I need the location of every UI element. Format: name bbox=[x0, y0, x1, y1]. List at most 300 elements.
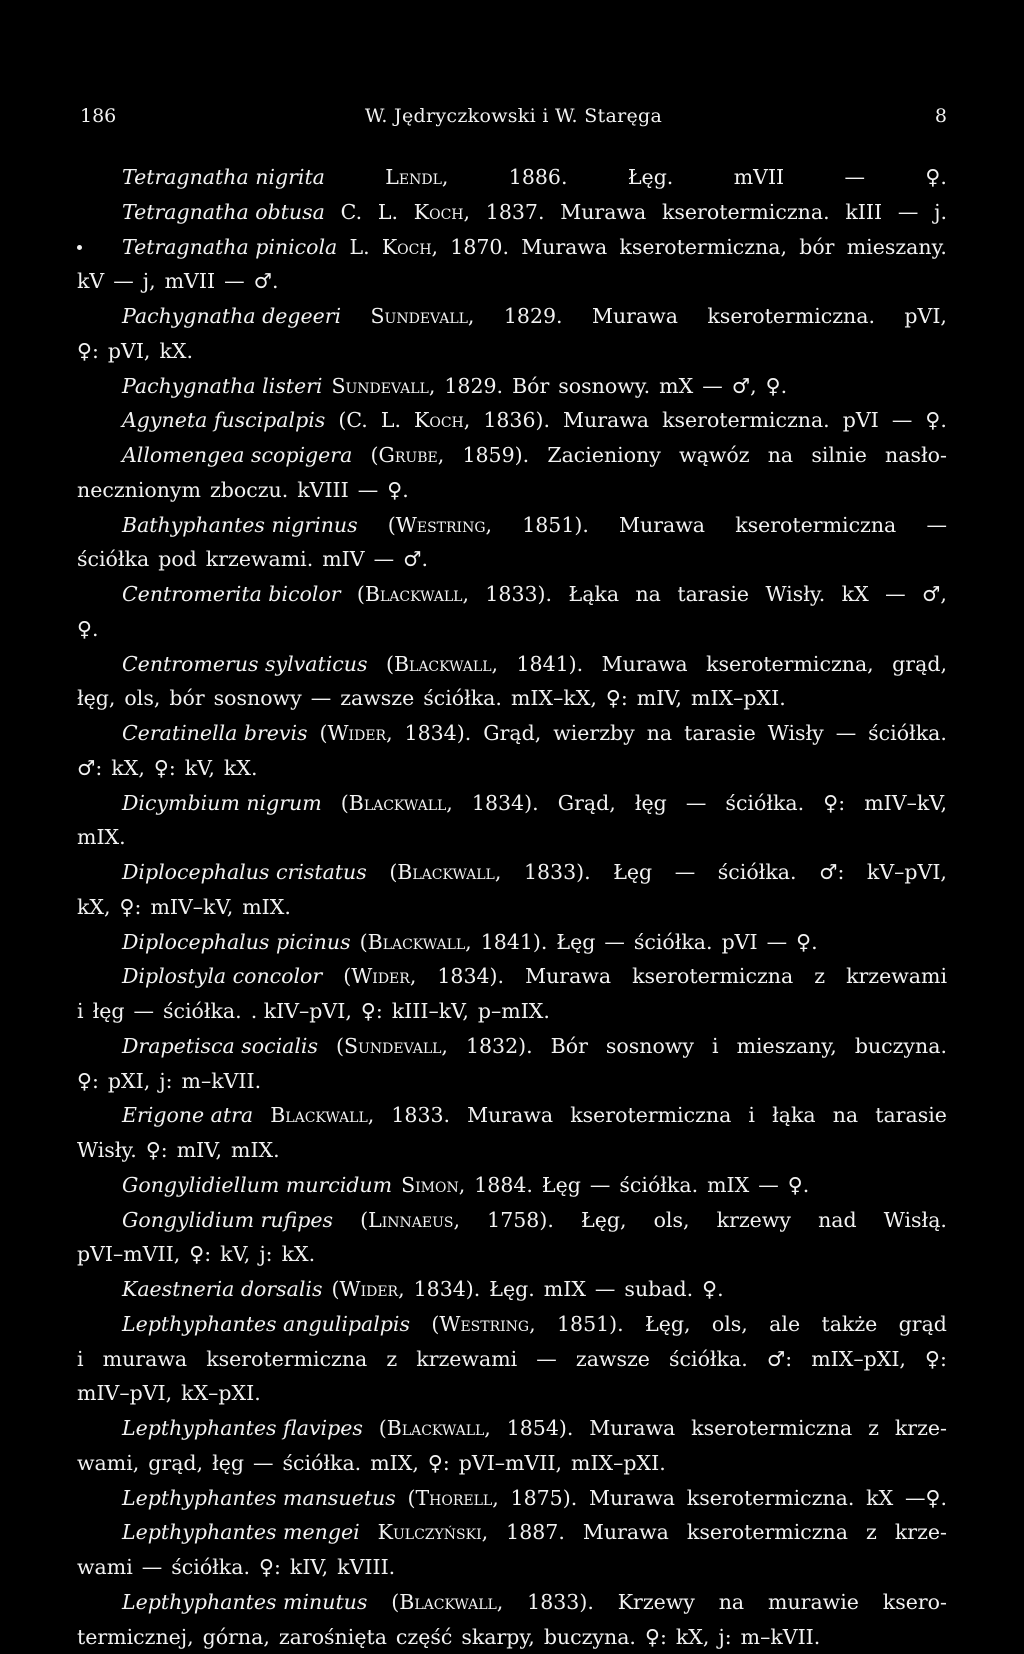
text-line bbox=[77, 230, 947, 265]
text-segment: Łęg bbox=[556, 925, 595, 960]
text-segment: mIX–pXI, bbox=[811, 1342, 906, 1377]
text-segment: C. bbox=[341, 195, 362, 230]
text-segment: kserotermiczna bbox=[570, 1098, 731, 1133]
text-segment: ♀. bbox=[796, 925, 818, 960]
text-segment: — bbox=[836, 716, 857, 751]
text-line bbox=[77, 1411, 947, 1446]
text-segment: — bbox=[253, 1446, 274, 1481]
author-name: (Blackwall, bbox=[391, 1585, 503, 1620]
author-name: Sundevall, bbox=[371, 299, 475, 334]
text-segment: pVI, bbox=[904, 299, 947, 334]
text-segment: mieszany, bbox=[737, 1029, 837, 1064]
text-line bbox=[77, 855, 947, 890]
text-segment: i bbox=[77, 1342, 84, 1377]
text-line bbox=[77, 334, 947, 369]
text-segment: kX. bbox=[224, 751, 258, 786]
text-segment: wierzby bbox=[553, 716, 635, 751]
text-segment: kserotermiczna bbox=[206, 1342, 367, 1377]
text-segment: L. bbox=[349, 230, 369, 265]
text-segment: buczyna. bbox=[544, 1620, 636, 1654]
text-line bbox=[77, 1203, 947, 1238]
text-segment: mIV bbox=[322, 542, 364, 577]
text-segment: pod bbox=[158, 542, 197, 577]
text-segment: — bbox=[675, 855, 696, 890]
text-segment: — bbox=[845, 160, 866, 195]
text-segment: kV–pVI, bbox=[867, 855, 947, 890]
text-segment: ols, bbox=[654, 1203, 690, 1238]
text-segment: mIV–pVI, bbox=[77, 1376, 172, 1411]
text-segment: kIII–kV, bbox=[392, 994, 469, 1029]
text-segment: ściółka. bbox=[725, 786, 804, 821]
text-segment: ściółka. bbox=[868, 716, 947, 751]
text-segment: — bbox=[767, 925, 788, 960]
text-segment: L. bbox=[378, 195, 398, 230]
text-segment: pVI bbox=[722, 925, 758, 960]
text-segment: 1875). bbox=[511, 1481, 578, 1516]
text-segment: m–kVII. bbox=[182, 1064, 262, 1099]
text-segment: ♀: bbox=[120, 890, 142, 925]
text-segment: j. bbox=[934, 195, 947, 230]
text-segment: bór bbox=[799, 230, 834, 265]
text-segment: 1841). bbox=[481, 925, 548, 960]
text-segment: tarasie bbox=[684, 716, 756, 751]
text-segment: krze- bbox=[895, 1515, 947, 1550]
text-line bbox=[77, 160, 947, 195]
text-segment: ♂. bbox=[403, 542, 428, 577]
text-segment: mIV, bbox=[637, 681, 682, 716]
text-segment: — bbox=[604, 925, 625, 960]
text-line bbox=[77, 959, 947, 994]
text-segment: ♂: bbox=[77, 751, 102, 786]
text-segment: krzewami bbox=[416, 1342, 517, 1377]
text-segment: kIV, bbox=[290, 1550, 328, 1585]
text-segment: ♀. bbox=[702, 1272, 724, 1307]
text-segment: mIX bbox=[707, 1168, 749, 1203]
author-name: Simon, bbox=[401, 1168, 465, 1203]
text-segment: ♂, bbox=[922, 577, 947, 612]
text-segment: necznionym bbox=[77, 473, 201, 508]
species-name: Pachygnatha degeeri bbox=[122, 299, 341, 334]
text-segment: — bbox=[590, 1168, 611, 1203]
text-segment: ściółka bbox=[77, 542, 149, 577]
text-line bbox=[77, 994, 947, 1029]
text-segment: kserotermiczna bbox=[632, 959, 793, 994]
text-segment: ale bbox=[769, 1307, 800, 1342]
text-segment: 1836). bbox=[483, 403, 550, 438]
text-segment: buczyna. bbox=[855, 1029, 947, 1064]
species-name: Drapetisca socialis bbox=[122, 1029, 318, 1064]
text-segment: kserotermiczna bbox=[735, 508, 896, 543]
text-segment: kVIII bbox=[297, 473, 349, 508]
text-segment: ♂: bbox=[819, 855, 844, 890]
species-name: Tetragnatha nigrita bbox=[122, 160, 325, 195]
text-segment: pVI–mVII, bbox=[459, 1446, 562, 1481]
text-segment: — bbox=[374, 542, 395, 577]
text-segment: Murawa bbox=[583, 1515, 669, 1550]
text-segment: ♀: bbox=[189, 1237, 211, 1272]
text-segment: Łęg bbox=[542, 1168, 581, 1203]
text-line bbox=[77, 681, 947, 716]
text-segment: kX, bbox=[111, 751, 145, 786]
text-segment: Wisły. bbox=[765, 577, 825, 612]
text-segment: — bbox=[686, 786, 707, 821]
text-segment: na bbox=[635, 577, 660, 612]
text-segment: i bbox=[748, 1098, 755, 1133]
text-segment: kserotermiczna bbox=[687, 1515, 848, 1550]
text-segment: ♀: bbox=[606, 681, 628, 716]
text-segment: p–mIX. bbox=[478, 994, 550, 1029]
text-segment: 1859). bbox=[462, 438, 529, 473]
text-segment: Łęg. bbox=[489, 1272, 534, 1307]
text-segment: wami, bbox=[77, 1446, 139, 1481]
text-line bbox=[77, 786, 947, 821]
text-segment: ♀: bbox=[259, 1550, 281, 1585]
text-segment: ♂, bbox=[732, 369, 757, 404]
author-name: (Blackwall, bbox=[357, 577, 469, 612]
text-segment: zawsze bbox=[576, 1342, 650, 1377]
text-line bbox=[77, 1376, 947, 1411]
text-segment: łęg, bbox=[77, 681, 115, 716]
text-segment: ols, bbox=[124, 681, 160, 716]
text-segment: łęg bbox=[93, 994, 125, 1029]
text-segment: ♀. bbox=[788, 1168, 810, 1203]
text-segment: nad bbox=[818, 1203, 857, 1238]
species-name: Lepthyphantes mansuetus bbox=[122, 1481, 396, 1516]
text-line bbox=[77, 1168, 947, 1203]
author-name: (Blackwall, bbox=[389, 855, 501, 890]
text-line bbox=[77, 542, 947, 577]
text-line bbox=[77, 195, 947, 230]
author-name: (Thorell, bbox=[408, 1481, 499, 1516]
text-segment: Wisłą. bbox=[884, 1203, 947, 1238]
text-segment: mIX–pXI. bbox=[571, 1446, 666, 1481]
text-segment: 1851). bbox=[522, 508, 589, 543]
text-segment: 1833). bbox=[524, 855, 591, 890]
text-segment: Grąd, bbox=[558, 786, 616, 821]
text-segment: kX bbox=[866, 1481, 893, 1516]
text-segment: sosnowy bbox=[214, 681, 302, 716]
text-line bbox=[77, 1515, 947, 1550]
text-segment: Krzewy bbox=[618, 1585, 695, 1620]
text-segment: kserotermiczna, bbox=[619, 230, 787, 265]
text-segment: górna, bbox=[203, 1620, 270, 1654]
text-segment: ściółka. bbox=[669, 1342, 748, 1377]
species-name: Gongylidiellum murcidum bbox=[122, 1168, 392, 1203]
text-segment: — bbox=[885, 577, 906, 612]
text-segment: ściółka. bbox=[163, 994, 242, 1029]
text-segment: ♀: bbox=[77, 334, 99, 369]
text-line bbox=[77, 925, 947, 960]
text-segment: ściółka. bbox=[282, 1446, 361, 1481]
text-segment: skarpy, bbox=[461, 1620, 534, 1654]
text-line bbox=[77, 1620, 947, 1654]
text-segment: grąd, bbox=[892, 647, 947, 682]
author-name: (Wider, bbox=[332, 1272, 405, 1307]
species-name: Lepthyphantes angulipalpis bbox=[122, 1307, 410, 1342]
text-segment: mieszany. bbox=[847, 230, 947, 265]
text-segment: ♀: bbox=[645, 1620, 667, 1654]
text-segment: kserotermiczna, bbox=[706, 647, 874, 682]
species-name: Diplocephalus picinus bbox=[122, 925, 351, 960]
text-segment: — bbox=[142, 1550, 163, 1585]
author-name: (Blackwall, bbox=[386, 647, 498, 682]
text-segment: — bbox=[133, 994, 154, 1029]
text-segment: ♀: bbox=[823, 786, 845, 821]
text-segment: mIX bbox=[544, 1272, 586, 1307]
text-segment: i bbox=[77, 994, 84, 1029]
text-segment: zarośnięta bbox=[279, 1620, 387, 1654]
author-name: (Wider, bbox=[343, 959, 416, 994]
text-segment: ♀. bbox=[766, 369, 788, 404]
text-segment: (C. bbox=[338, 403, 367, 438]
text-segment: Murawa bbox=[592, 299, 678, 334]
text-line bbox=[77, 612, 947, 647]
text-segment: ♂: bbox=[767, 1342, 792, 1377]
text-segment: 1834). bbox=[472, 786, 539, 821]
text-segment: ♀: bbox=[925, 1342, 947, 1377]
text-segment: 1834). bbox=[405, 716, 472, 751]
text-segment: 1837. bbox=[486, 195, 545, 230]
text-segment: —♀. bbox=[905, 1481, 947, 1516]
species-name: Ceratinella brevis bbox=[122, 716, 308, 751]
text-segment: ♀: bbox=[428, 1446, 450, 1481]
text-segment: ♀: bbox=[77, 1064, 99, 1099]
text-line bbox=[77, 820, 947, 855]
text-segment: część bbox=[396, 1620, 452, 1654]
text-segment: 1884. bbox=[474, 1168, 533, 1203]
text-line bbox=[77, 1098, 947, 1133]
text-segment: mVII bbox=[165, 264, 215, 299]
text-line bbox=[77, 1307, 947, 1342]
text-segment: termicznej, bbox=[77, 1620, 194, 1654]
text-line bbox=[77, 1064, 947, 1099]
running-head bbox=[80, 102, 947, 130]
text-segment: subad. bbox=[624, 1272, 693, 1307]
text-segment: pXI, bbox=[108, 1064, 150, 1099]
text-line bbox=[77, 1272, 947, 1307]
text-segment: Bór bbox=[551, 1029, 588, 1064]
text-segment: — bbox=[702, 369, 723, 404]
text-segment: Murawa bbox=[602, 647, 688, 682]
text-segment: łęg bbox=[212, 1446, 244, 1481]
text-segment: — bbox=[595, 1272, 616, 1307]
species-name: Agyneta fuscipalpis bbox=[122, 403, 325, 438]
text-line bbox=[77, 1585, 947, 1620]
author-name: (Linnaeus, bbox=[360, 1203, 460, 1238]
text-segment: kserotermiczna bbox=[691, 1411, 852, 1446]
species-name: Diplostyla concolor bbox=[122, 959, 322, 994]
text-segment: z bbox=[814, 959, 825, 994]
text-segment: mIX, bbox=[370, 1446, 419, 1481]
author-name: (Blackwall, bbox=[360, 925, 472, 960]
text-segment: — bbox=[892, 403, 913, 438]
text-segment: na bbox=[768, 438, 793, 473]
species-name: Allomengea scopigera bbox=[122, 438, 352, 473]
running-head-authors: W. Jędryczkowski i W. Staręga bbox=[80, 102, 947, 130]
species-name: Dicymbium nigrum bbox=[122, 786, 322, 821]
text-segment: łęg bbox=[635, 786, 667, 821]
text-segment: i bbox=[712, 1029, 719, 1064]
text-segment: ściółka. bbox=[423, 681, 502, 716]
text-segment: mIV–kV, bbox=[150, 890, 233, 925]
text-segment: ♀. bbox=[925, 160, 947, 195]
species-name: Kaestneria dorsalis bbox=[122, 1272, 323, 1307]
text-segment: 1833). bbox=[527, 1585, 594, 1620]
text-segment: mIX–kX, bbox=[511, 681, 597, 716]
text-segment: z bbox=[868, 1411, 879, 1446]
text-line bbox=[77, 1029, 947, 1064]
text-segment: . kIV–pVI, bbox=[251, 994, 352, 1029]
text-segment: m–kVII. bbox=[741, 1620, 821, 1654]
author-name: (Westring, bbox=[388, 508, 492, 543]
text-segment: pVI, bbox=[108, 334, 151, 369]
text-line bbox=[77, 1133, 947, 1168]
text-segment: mIX–pXI. bbox=[691, 681, 786, 716]
text-line bbox=[77, 1446, 947, 1481]
text-segment: krzewami. bbox=[206, 542, 313, 577]
text-line bbox=[77, 1550, 947, 1585]
text-segment: Murawa bbox=[589, 1481, 675, 1516]
text-segment: wąwóz bbox=[679, 438, 749, 473]
text-segment: murawie bbox=[768, 1585, 859, 1620]
text-segment: j: bbox=[259, 1237, 272, 1272]
text-segment: — bbox=[224, 264, 245, 299]
text-segment: L. bbox=[381, 403, 401, 438]
text-segment: j: bbox=[159, 1064, 172, 1099]
text-line bbox=[77, 264, 947, 299]
text-segment: 1834). bbox=[437, 959, 504, 994]
text-segment: — bbox=[358, 473, 379, 508]
species-name: Lepthyphantes minutus bbox=[122, 1585, 367, 1620]
text-segment: ksero- bbox=[883, 1585, 947, 1620]
species-name: Gongylidium rufipes bbox=[122, 1203, 333, 1238]
text-segment: ściółka. bbox=[718, 855, 797, 890]
sheet-mark: 8 bbox=[935, 102, 947, 130]
species-name: Erigone atra bbox=[122, 1098, 253, 1133]
text-segment: kV, bbox=[220, 1237, 250, 1272]
author-name: Koch, bbox=[382, 230, 438, 265]
author-name: (Wider, bbox=[319, 716, 392, 751]
species-name: Diplocephalus cristatus bbox=[122, 855, 367, 890]
text-segment: krzewy bbox=[717, 1203, 791, 1238]
text-segment: Murawa bbox=[563, 403, 649, 438]
text-segment: Murawa bbox=[525, 959, 611, 994]
text-segment: — bbox=[898, 195, 919, 230]
text-segment: pVI bbox=[843, 403, 879, 438]
text-segment: kserotermiczna. bbox=[687, 1481, 855, 1516]
text-segment: 1833. bbox=[391, 1098, 450, 1133]
text-line bbox=[77, 508, 947, 543]
text-segment: ♂. bbox=[254, 264, 279, 299]
text-segment: mIV, bbox=[177, 1133, 222, 1168]
text-segment: ols, bbox=[712, 1307, 748, 1342]
text-segment: zawsze bbox=[340, 681, 414, 716]
text-segment: tarasie bbox=[677, 577, 749, 612]
text-segment: 1829. bbox=[444, 369, 503, 404]
text-segment: ściółka. bbox=[634, 925, 713, 960]
text-segment: 1854). bbox=[507, 1411, 574, 1446]
text-segment: mX bbox=[659, 369, 693, 404]
text-segment: nasło- bbox=[885, 438, 947, 473]
text-segment: krzewami bbox=[846, 959, 947, 994]
text-segment: tarasie bbox=[875, 1098, 947, 1133]
text-segment: ♀: bbox=[361, 994, 383, 1029]
text-segment: 1833). bbox=[485, 577, 552, 612]
text-segment: grąd bbox=[899, 1307, 947, 1342]
text-segment: kV bbox=[77, 264, 104, 299]
text-segment: 1886. bbox=[509, 160, 568, 195]
text-segment: mIX. bbox=[77, 820, 126, 855]
text-line bbox=[77, 647, 947, 682]
species-list bbox=[77, 160, 947, 1654]
text-segment: z bbox=[386, 1342, 397, 1377]
text-segment: murawa bbox=[103, 1342, 187, 1377]
species-name: Lepthyphantes mengei bbox=[122, 1515, 360, 1550]
species-name: Tetragnatha pinicola bbox=[122, 230, 337, 265]
text-segment: mIX. bbox=[242, 890, 291, 925]
author-name: Blackwall, bbox=[270, 1098, 374, 1133]
text-line bbox=[77, 473, 947, 508]
author-name: (Sundevall, bbox=[336, 1029, 448, 1064]
text-segment: ściółka. bbox=[619, 1168, 698, 1203]
text-segment: na bbox=[833, 1098, 858, 1133]
text-segment: Murawa bbox=[521, 230, 607, 265]
text-segment: krze- bbox=[895, 1411, 947, 1446]
text-segment: 1841). bbox=[516, 647, 583, 682]
text-segment: mIV–kV, bbox=[864, 786, 947, 821]
text-segment: kX–pXI. bbox=[181, 1376, 261, 1411]
text-segment: kX, bbox=[676, 1620, 710, 1654]
author-name: Kulczyński, bbox=[378, 1515, 488, 1550]
text-segment: 1870. bbox=[450, 230, 509, 265]
text-line bbox=[77, 1342, 947, 1377]
text-segment: Murawa bbox=[619, 508, 705, 543]
page-number: 186 bbox=[80, 102, 116, 130]
text-segment: wami bbox=[77, 1550, 133, 1585]
text-segment: 1834). bbox=[414, 1272, 481, 1307]
text-segment: ściółka. bbox=[171, 1550, 250, 1585]
text-segment: mVII bbox=[734, 160, 784, 195]
text-segment: Bór bbox=[512, 369, 549, 404]
species-name: Bathyphantes nigrinus bbox=[122, 508, 358, 543]
text-segment: sosnowy. bbox=[558, 369, 650, 404]
text-segment: kserotermiczna. bbox=[662, 195, 830, 230]
text-segment: kX, bbox=[77, 890, 111, 925]
text-segment: silnie bbox=[811, 438, 867, 473]
author-name: Koch, bbox=[414, 195, 470, 230]
text-segment: ♀: bbox=[154, 751, 176, 786]
text-segment: j, bbox=[143, 264, 156, 299]
text-segment: pVI–mVII, bbox=[77, 1237, 180, 1272]
species-name: Centromerus sylvaticus bbox=[122, 647, 367, 682]
text-segment: 1887. bbox=[506, 1515, 565, 1550]
text-segment: Łąka bbox=[568, 577, 619, 612]
text-segment: — bbox=[536, 1342, 557, 1377]
text-segment: Wisły bbox=[768, 716, 824, 751]
text-segment: kserotermiczna. bbox=[707, 299, 875, 334]
text-segment: kserotermiczna. bbox=[662, 403, 830, 438]
text-segment: łąka bbox=[772, 1098, 816, 1133]
text-segment: — bbox=[758, 1168, 779, 1203]
text-segment: Łęg, bbox=[581, 1203, 626, 1238]
species-name: Centromerita bicolor bbox=[122, 577, 341, 612]
text-segment: sosnowy bbox=[606, 1029, 694, 1064]
text-segment: — bbox=[926, 508, 947, 543]
text-segment: Łęg. bbox=[628, 160, 673, 195]
text-segment: ♀: bbox=[146, 1133, 168, 1168]
text-segment: 1851). bbox=[557, 1307, 624, 1342]
species-name: Tetragnatha obtusa bbox=[122, 195, 325, 230]
